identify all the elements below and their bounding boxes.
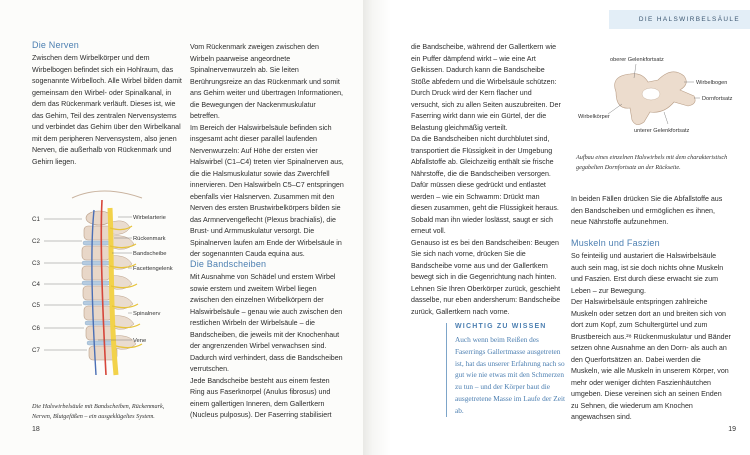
vertebra-figure-caption: Aufbau eines einzelnen Halswirbels mit dem charakteristisch gegabelten Dornfortsatz an der Rückseite.	[576, 154, 728, 171]
spine-figure-caption: Die Halswirbelsäule mit Bandscheiben, Rückenmark, Nerven, Blutgefäßen – ein ausgeklügeltes System.	[32, 403, 165, 420]
section-title-bandscheiben: Die Bandscheiben	[190, 259, 267, 269]
label-rueckenmark: Rückenmark	[133, 236, 166, 242]
label-spinalnerv: Spinalnerv	[133, 311, 161, 317]
page-number-left: 18	[32, 426, 40, 433]
label-c1: C1	[32, 216, 40, 223]
label-wirbelkoerper: Wirbelkörper	[578, 114, 610, 120]
vertebra-figure	[576, 42, 741, 137]
column-text-bandscheibe-cont	[411, 42, 561, 318]
section-title-muskeln: Muskeln und Faszien	[571, 238, 660, 248]
label-c3: C3	[32, 260, 40, 267]
paragraph: Der Halswirbelsäule entspringen zahlreiche Muskeln oder setzen dort an und breiten sich von dort zum Kopf, zum Schultergürtel und zum Brustbereich aus.²⁸ Rückenmuskulatur und Bänder setzen ohne Ausnahme an den Dorn- als auch an den Querfortsätzen an. Dabei werden die Muskeln, wie alle Muskeln in unserem Körper, von mehr oder weniger dichten Faszienhäutchen umgeben. Diese vereinen sich an seinen Enden zu Sehnen, die wiederum am Knochen angewachsen sind.	[571, 298, 731, 421]
right-page	[391, 0, 750, 455]
paragraph: So feinteilig und austariert die Halswirbelsäule auch sein mag, ist sie doch nichts ohne Muskeln und Faszien. Erst durch diese erwacht sie zum Leben – zur Bewegung.	[571, 252, 724, 295]
label-wirbelbogen: Wirbelbogen	[696, 80, 728, 86]
paragraph: Zwischen dem Wirbelkörper und dem Wirbelbogen befindet sich ein Hohlraum, das sogenannte Wirbelloch. Alle Wirbel bilden damit gemeinsam den Wirbel- oder Spinalkanal, in dem das Rückenmark verläuft. Dieses ist, wie das Gehirn, Teil des zentralen Nervensystems und verbindet das Gehirn über den Wirbelkanal mit dem peripheren Nervensystem, also jenen Nerven, die außerhalb von Rückenmark und Gehirn liegen.	[32, 54, 182, 166]
paragraph: Genauso ist es bei den Bandscheiben: Beugen Sie sich nach vorne, drücken Sie die Bandscheibe vorne aus und der Gallertkern bewegt sich in die Gegenrichtung nach hinten. Lehnen Sie Ihren Oberkörper zurück, geschieht dasselbe, nur eben andersherum: Bandscheibe zurück, Gallertkern nach vorne.	[411, 238, 561, 316]
column-text-right-2	[571, 194, 731, 229]
label-c7: C7	[32, 347, 40, 354]
paragraph: Da die Bandscheiben nicht durchblutet sind, transportiert die Flüssigkeit in der Umgebung Abfallstoffe ab. Gleichzeitig enthält sie frische Nährstoffe, die die Bandscheiben versorgen. Dafür müssen diese gedrückt und entlastet werden – wie ein Schwamm: Drückt man diesen zusammen, geht die Flüssigkeit heraus. Sobald man ihn wieder loslässt, saugt er sich erneut voll.	[411, 135, 559, 235]
tip-title: WICHTIG ZU WISSEN	[455, 323, 547, 330]
label-dornfortsatz: Dornfortsatz	[702, 96, 733, 102]
book-gutter	[363, 0, 391, 455]
label-vene: Vene	[133, 338, 147, 344]
paragraph: Vom Rückenmark zweigen zwischen den Wirbeln paarweise angeordnete Spinalnervenwurzeln ab. Sie leiten Berührungsreize an das Rückenmark und somit ans Gehirn weiter und übertragen Informationen, die Bewegungen der Nackenmuskulatur betreffen.	[190, 43, 344, 120]
label-facettengelenk: Facettengelenk	[133, 266, 173, 272]
single-vertebra-illustration	[576, 42, 741, 137]
skull-base	[72, 191, 142, 198]
cervical-spine-illustration	[32, 180, 182, 395]
column-text-nerven	[32, 53, 182, 168]
label-c4: C4	[32, 281, 40, 288]
label-oberer-gelenkfortsatz: oberer Gelenkfortsatz	[610, 57, 664, 63]
tip-text: Auch wenn beim Reißen des Faserrings Gallertmasse ausgetreten ist, hat das unserer Erfahrung nach so gut wie nie etwas mit den Schmerzen zu tun – und der Körper baut die ausgetretene Masse im Laufe der Zeit ab.	[455, 335, 566, 415]
paragraph: Jede Bandscheibe besteht aus einem festen Ring aus Faserknorpel (Anulus fibrosus) und einem gallertigen Inneren, dem Gallertkern (Nucleus pulposus). Der Faserring stabilisiert	[190, 376, 332, 419]
label-c2: C2	[32, 238, 40, 245]
paragraph: Im Bereich der Halswirbelsäule befinden sich insgesamt acht dieser parallel laufenden Nervenwurzeln: Auf Höhe der ersten vier Halswirbel (C1–C4) treten vier Spinalnerven aus, die die Halsmuskulatur sowie das Zwerchfell innervieren. Den Halswirbeln C5–C7 entspringen ebenfalls vier Halsnerven. Zusammen mit den Nerven des ersten Brustwirbelkörpers bilden sie das Armnervengeflecht (Plexus brachialis), die Brust- und Armmuskulatur versorgt. Die Spinalnerven laufen am Ende der Wirbelsäule in der sogenannten Cauda equina aus.	[190, 123, 344, 258]
left-page	[0, 0, 363, 455]
column-text-bandscheiben	[190, 272, 344, 422]
section-title-nerven: Die Nerven	[32, 40, 80, 50]
spine-figure	[32, 180, 182, 395]
page-number-right: 19	[728, 426, 736, 433]
label-unterer-gelenkfortsatz: unterer Gelenkfortsatz	[634, 128, 690, 134]
paragraph: Mit Ausnahme von Schädel und erstem Wirbel sowie erstem und zweitem Wirbel liegen zwischen den einzelnen Wirbelkörpern der Halswirbelsäule – genau wie auch zwischen den restlichen Wirbeln der Wirbelsäule – die Bandscheiben, die jeweils mit der Knochenhaut der angrenzenden Wirbel verwachsen sind. Dadurch wird verhindert, dass die Bandscheiben verrutschen.	[190, 273, 343, 373]
paragraph: In beiden Fällen drücken Sie die Abfallstoffe aus den Bandscheiben und ermöglichen es ihnen, neue Nährstoffe aufzunehmen.	[571, 195, 723, 226]
running-head: DIE HALSWIRBELSÄULE	[609, 10, 750, 29]
vertebral-foramen	[642, 88, 660, 100]
label-c5: C5	[32, 302, 40, 309]
label-wirbelarterie: Wirbelarterie	[133, 215, 166, 221]
tip-box	[446, 323, 566, 417]
label-bandscheibe: Bandscheibe	[133, 251, 167, 257]
column-text-muskeln	[571, 251, 731, 424]
column-text-nerven-2	[190, 42, 344, 261]
paragraph: die Bandscheibe, während der Gallertkern wie ein Puffer dämpfend wirkt – wie eine Art Gelkissen. Dadurch kann die Bandscheibe Stöße abfedern und die Wirbelsäule schützen: Durch Druck wird der Kern flacher und versucht, sich zu allen Seiten auszubreiten. Der Faserring wirkt dann wie ein Gürtel, der die Belastung gleichmäßig verteilt.	[411, 43, 561, 132]
label-c6: C6	[32, 325, 40, 332]
